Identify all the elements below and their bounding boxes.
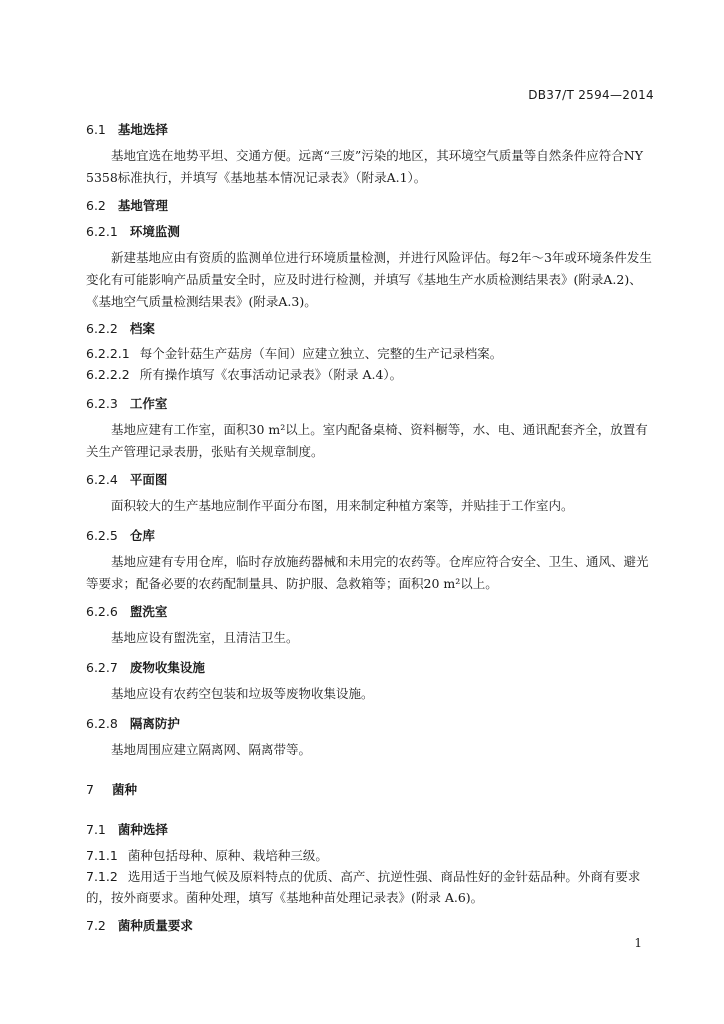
clause-text: 所有操作填写《农事活动记录表》（附录 A.4）。 <box>139 367 403 382</box>
heading-6-2-7 <box>86 658 205 676</box>
text-line: 基地应设有农药空包装和垃圾等废物收集设施。 <box>111 686 374 701</box>
heading-6-2-1 <box>86 222 180 240</box>
paragraph-6-2-8 <box>86 739 656 761</box>
text-line: 基地应设有盥洗室，且清洁卫生。 <box>111 630 299 645</box>
section-title: 菌种选择 <box>117 822 168 837</box>
section-title: 环境监测 <box>129 224 180 239</box>
paragraph-6-2-5 <box>86 551 656 595</box>
paragraph-6-2-7 <box>86 683 656 705</box>
paragraph-6-2-4 <box>86 495 656 517</box>
heading-7-2 <box>86 916 193 934</box>
section-number: 6.2.6 <box>86 604 118 619</box>
section-title: 废物收集设施 <box>129 660 205 675</box>
text-line: 变化有可能影响产品质量安全时，应及时进行检测，并填写《基地生产水质检测结果表》(附录A.2)、 <box>86 272 642 287</box>
clause-number: 7.1.1 <box>86 848 118 863</box>
clause-text: 菌种包括母种、原种、栽培种三级。 <box>127 848 328 863</box>
text-line: 5358标准执行，并填写《基地基本情况记录表》（附录A.1）。 <box>86 170 427 185</box>
section-number: 7.2 <box>86 918 106 933</box>
section-number: 6.2.4 <box>86 472 118 487</box>
section-title: 平面图 <box>129 472 168 487</box>
clause-number: 6.2.2.2 <box>86 367 130 382</box>
clause-7-1-2 <box>86 866 656 888</box>
section-title: 隔离防护 <box>129 716 180 731</box>
text-line: 等要求；配备必要的农药配制量具、防护服、急救箱等；面积20 m²以上。 <box>86 576 498 591</box>
clause-number: 7.1.2 <box>86 869 118 884</box>
clause-6-2-2-2 <box>86 364 656 386</box>
text-line: 基地应建有专用仓库，临时存放施药器械和未用完的农药等。仓库应符合安全、卫生、通风、避光 <box>111 554 649 569</box>
heading-6-2-4 <box>86 470 167 488</box>
clause-text: 选用适于当地气候及原料特点的优质、高产、抗逆性强、商品性好的金针菇品种。外商有要求 <box>127 869 641 884</box>
text-line: 关生产管理记录表册，张贴有关规章制度。 <box>86 444 324 459</box>
text-line: 《基地空气质量检测结果表》(附录A.3)。 <box>86 294 317 309</box>
heading-6-2-2 <box>86 319 155 337</box>
clause-text: 每个金针菇生产菇房（车间）应建立独立、完整的生产记录档案。 <box>139 346 503 361</box>
section-title: 盥洗室 <box>129 604 168 619</box>
paragraph-6-2-3 <box>86 419 656 463</box>
section-number: 7 <box>86 782 94 797</box>
section-number: 6.2.8 <box>86 716 118 731</box>
paragraph-6-2-1 <box>86 247 656 313</box>
text-line: 面积较大的生产基地应制作平面分布图，用来制定种植方案等，并贴挂于工作室内。 <box>111 498 574 513</box>
section-title: 菌种 <box>111 782 137 797</box>
heading-6-1 <box>86 120 168 138</box>
text-line: 基地周围应建立隔离网、隔离带等。 <box>111 742 312 757</box>
heading-6-2-6 <box>86 602 167 620</box>
heading-7-1 <box>86 820 168 838</box>
text-line: 新建基地应由有资质的监测单位进行环境质量检测，并进行风险评估。每2年～3年或环境条件发生 <box>111 250 652 265</box>
section-title: 仓库 <box>129 528 155 543</box>
section-number: 6.2.5 <box>86 528 118 543</box>
section-title: 档案 <box>129 321 155 336</box>
clause-7-1-2-continuation: 的，按外商要求。菌种处理，填写《基地种苗处理记录表》(附录 A.6)。 <box>86 890 484 905</box>
heading-6-2-3 <box>86 394 167 412</box>
section-number: 6.2 <box>86 198 106 213</box>
heading-7 <box>86 780 137 798</box>
heading-6-2 <box>86 196 168 214</box>
section-number: 6.2.3 <box>86 396 118 411</box>
section-title: 基地管理 <box>117 198 168 213</box>
section-number: 6.1 <box>86 122 106 137</box>
paragraph-6-1 <box>86 145 656 189</box>
standard-code: DB37/T 2594—2014 <box>528 88 654 102</box>
heading-6-2-8 <box>86 714 180 732</box>
text-line: 基地应建有工作室，面积30 m²以上。室内配备桌椅、资料橱等，水、电、通讯配套齐全，放置有 <box>111 422 648 437</box>
section-title: 菌种质量要求 <box>117 918 193 933</box>
clause-7-1-1 <box>86 845 656 867</box>
heading-6-2-5 <box>86 526 155 544</box>
section-number: 6.2.2 <box>86 321 118 336</box>
clause-number: 6.2.2.1 <box>86 346 130 361</box>
clause-6-2-2-1 <box>86 343 656 365</box>
paragraph-6-2-6 <box>86 627 656 649</box>
page-number: 1 <box>634 936 642 950</box>
section-title: 基地选择 <box>117 122 168 137</box>
section-number: 7.1 <box>86 822 106 837</box>
section-title: 工作室 <box>129 396 168 411</box>
text-line: 基地宜选在地势平坦、交通方便。远离“三废”污染的地区，其环境空气质量等自然条件应符合NY <box>111 148 643 163</box>
section-number: 6.2.7 <box>86 660 118 675</box>
section-number: 6.2.1 <box>86 224 118 239</box>
